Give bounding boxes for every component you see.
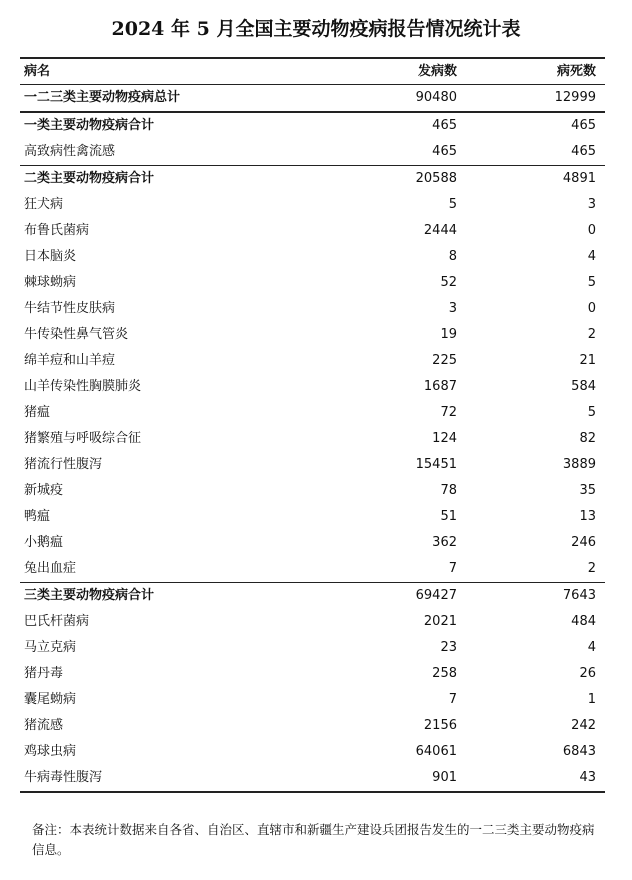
row-deaths-cell: 0 xyxy=(587,223,596,238)
row-cases-cell: 20588 xyxy=(415,171,457,186)
page-title: 2024 年 5 月全国主要动物疫病报告情况统计表 xyxy=(111,18,521,40)
row-deaths-cell: 5 xyxy=(587,275,596,290)
row-name-cell: 猪流行性腹泻 xyxy=(24,457,103,472)
subtotal-row xyxy=(20,583,605,609)
row-cases-cell: 258 xyxy=(432,666,457,681)
table-row xyxy=(20,244,605,270)
row-cases-cell: 8 xyxy=(448,249,457,264)
row-cases-cell: 225 xyxy=(432,353,457,368)
row-name-cell: 鸡球虫病 xyxy=(24,744,77,759)
table-row xyxy=(20,530,605,556)
row-deaths-cell: 246 xyxy=(571,535,596,550)
row-name-cell: 一二三类主要动物疫病总计 xyxy=(24,90,181,105)
row-deaths-cell: 6843 xyxy=(562,744,596,759)
table-row xyxy=(20,270,605,296)
row-cases-cell: 78 xyxy=(440,483,457,498)
row-deaths-cell: 4891 xyxy=(562,171,596,186)
row-deaths-cell: 4 xyxy=(587,249,596,264)
row-name-cell: 山羊传染性胸膜肺炎 xyxy=(24,379,142,394)
row-name-cell: 鸭瘟 xyxy=(24,509,51,524)
row-cases-cell: 362 xyxy=(432,535,457,550)
table-row xyxy=(20,192,605,218)
row-cases-cell: 3 xyxy=(448,301,457,316)
row-name-cell: 高致病性禽流感 xyxy=(24,144,116,159)
row-cases-cell: 15451 xyxy=(415,457,457,472)
row-deaths-cell: 4 xyxy=(587,640,596,655)
row-name-cell: 牛病毒性腹泻 xyxy=(24,770,103,785)
table-row xyxy=(20,374,605,400)
row-deaths-cell: 584 xyxy=(571,379,596,394)
row-deaths-cell: 465 xyxy=(571,118,596,133)
row-name-cell: 兔出血症 xyxy=(24,561,77,576)
table-row xyxy=(20,426,605,452)
row-deaths-cell: 242 xyxy=(571,718,596,733)
row-name-cell: 小鹅瘟 xyxy=(24,535,64,550)
row-cases-cell: 5 xyxy=(448,197,457,212)
row-deaths-cell: 21 xyxy=(579,353,596,368)
table-row xyxy=(20,713,605,739)
row-deaths-cell: 26 xyxy=(579,666,596,681)
row-deaths-cell: 2 xyxy=(587,561,596,576)
row-cases-cell: 465 xyxy=(432,144,457,159)
table-row xyxy=(20,296,605,322)
row-deaths-cell: 13 xyxy=(579,509,596,524)
row-name-cell: 新城疫 xyxy=(24,483,64,498)
row-cases-cell: 901 xyxy=(432,770,457,785)
row-name-cell: 猪流感 xyxy=(24,718,64,733)
row-name-cell: 巴氏杆菌病 xyxy=(24,614,90,629)
row-deaths-cell: 35 xyxy=(579,483,596,498)
footnote: 备注：本表统计数据来自各省、自治区、直辖市和新疆生产建设兵团报告发生的一二三类主要动物疫病信息。 xyxy=(32,822,595,857)
subtotal-row xyxy=(20,113,605,139)
row-name-cell: 猪丹毒 xyxy=(24,666,64,681)
row-deaths-cell: 0 xyxy=(587,301,596,316)
column-header-name: 病名 xyxy=(24,64,51,79)
row-deaths-cell: 43 xyxy=(579,770,596,785)
table-row xyxy=(20,478,605,504)
row-deaths-cell: 7643 xyxy=(562,588,596,603)
row-cases-cell: 2156 xyxy=(423,718,457,733)
row-name-cell: 牛传染性鼻气管炎 xyxy=(24,327,129,342)
row-name-cell: 猪繁殖与呼吸综合征 xyxy=(24,431,142,446)
row-cases-cell: 1687 xyxy=(423,379,457,394)
row-name-cell: 一类主要动物疫病合计 xyxy=(24,118,155,133)
row-cases-cell: 72 xyxy=(440,405,457,420)
row-cases-cell: 7 xyxy=(448,561,457,576)
table-row xyxy=(20,348,605,374)
table-bottom-rule xyxy=(20,791,605,793)
row-cases-cell: 2444 xyxy=(423,223,457,238)
row-name-cell: 牛结节性皮肤病 xyxy=(24,301,116,316)
table-row xyxy=(20,400,605,426)
row-cases-cell: 465 xyxy=(432,118,457,133)
row-name-cell: 囊尾蚴病 xyxy=(24,692,77,707)
table-row xyxy=(20,661,605,687)
disease-report-table xyxy=(20,57,605,793)
table-row xyxy=(20,609,605,635)
table-header-row xyxy=(20,59,605,84)
row-cases-cell: 64061 xyxy=(415,744,457,759)
subtotal-row xyxy=(20,166,605,192)
row-cases-cell: 52 xyxy=(440,275,457,290)
table-row xyxy=(20,452,605,478)
row-deaths-cell: 2 xyxy=(587,327,596,342)
row-cases-cell: 2021 xyxy=(423,614,457,629)
row-cases-cell: 19 xyxy=(440,327,457,342)
column-header-deaths: 病死数 xyxy=(556,64,596,79)
table-row xyxy=(20,687,605,713)
row-deaths-cell: 484 xyxy=(571,614,596,629)
table-row xyxy=(20,635,605,661)
table-row xyxy=(20,739,605,765)
table-row xyxy=(20,322,605,348)
row-cases-cell: 23 xyxy=(440,640,457,655)
row-cases-cell: 69427 xyxy=(415,588,457,603)
row-deaths-cell: 12999 xyxy=(554,90,596,105)
row-name-cell: 日本脑炎 xyxy=(24,249,77,264)
row-name-cell: 绵羊痘和山羊痘 xyxy=(24,353,116,368)
table-row xyxy=(20,556,605,582)
row-name-cell: 棘球蚴病 xyxy=(24,275,77,290)
row-deaths-cell: 465 xyxy=(571,144,596,159)
row-name-cell: 狂犬病 xyxy=(24,197,64,212)
row-name-cell: 布鲁氏菌病 xyxy=(24,223,90,238)
row-deaths-cell: 5 xyxy=(587,405,596,420)
table-row xyxy=(20,218,605,244)
table-row xyxy=(20,504,605,530)
row-deaths-cell: 82 xyxy=(579,431,596,446)
row-deaths-cell: 3 xyxy=(587,197,596,212)
row-name-cell: 马立克病 xyxy=(24,640,77,655)
table-body xyxy=(20,85,605,793)
row-deaths-cell: 1 xyxy=(587,692,596,707)
row-cases-cell: 124 xyxy=(432,431,457,446)
row-deaths-cell: 3889 xyxy=(562,457,596,472)
row-cases-cell: 51 xyxy=(440,509,457,524)
subtotal-row xyxy=(20,85,605,111)
column-header-cases: 发病数 xyxy=(417,64,457,79)
row-name-cell: 二类主要动物疫病合计 xyxy=(24,171,155,186)
table-row xyxy=(20,765,605,791)
row-name-cell: 三类主要动物疫病合计 xyxy=(24,588,155,603)
row-cases-cell: 90480 xyxy=(415,90,457,105)
row-cases-cell: 7 xyxy=(448,692,457,707)
table-row xyxy=(20,139,605,165)
row-name-cell: 猪瘟 xyxy=(24,405,51,420)
